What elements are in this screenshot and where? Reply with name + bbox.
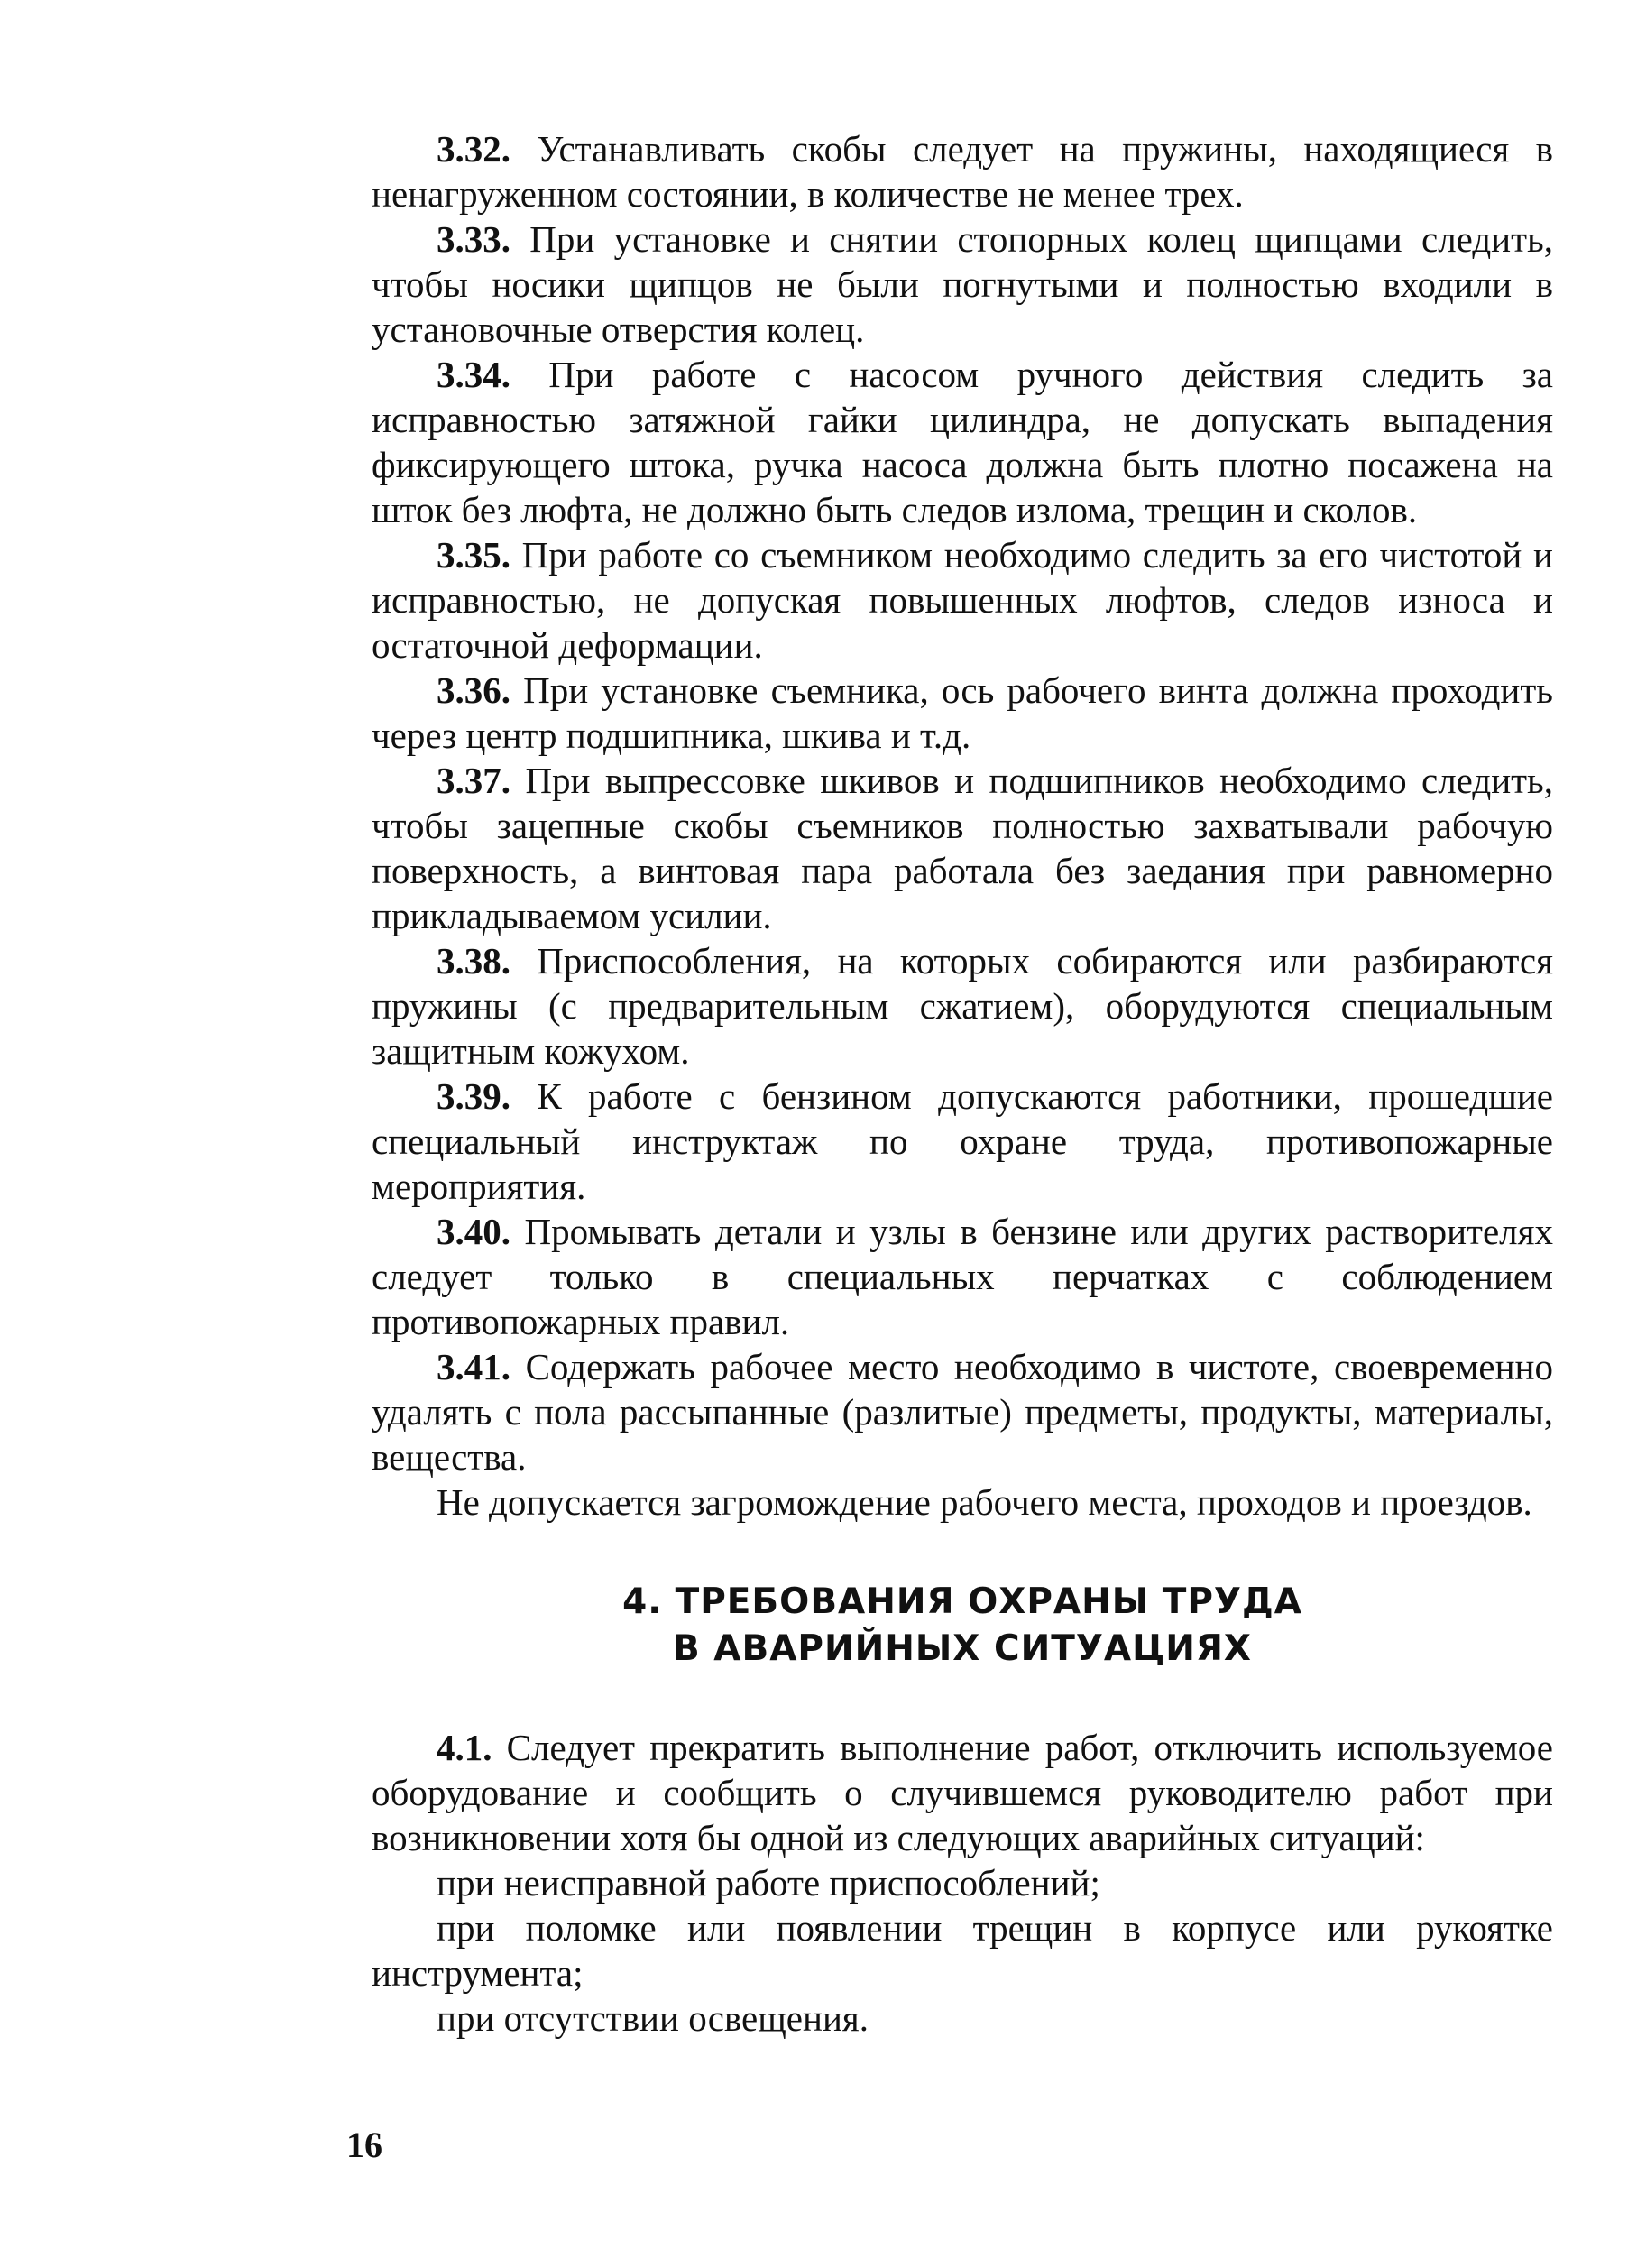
paragraph-text: При работе с насосом ручного действия следить за исправностью затяжной гайки цилиндра, не допускать выпадения фиксирующего штока, ручка насоса должна быть плотно посажена на шток без люфта, не должно быть следов излома, трещин и сколов.: [372, 354, 1553, 530]
list-item: при неисправной работе приспособлений;: [437, 1862, 1100, 1904]
paragraph-number: 3.41.: [437, 1346, 510, 1388]
paragraph-number: 3.39.: [437, 1075, 510, 1117]
paragraph-4-1: [372, 1725, 1553, 1860]
paragraph-text: При выпрессовке шкивов и подшипников необходимо следить, чтобы зацепные скобы съемников полностью захватывали рабочую поверхность, а винтовая пара работала без заедания при равномерно прикладываемом усилии.: [372, 760, 1553, 936]
paragraph-text: Не допускается загромождение рабочего места, проходов и проездов.: [437, 1481, 1532, 1523]
paragraph-number: 3.33.: [437, 218, 510, 260]
paragraph-text: Устанавливать скобы следует на пружины, находящиеся в ненагруженном состоянии, в количестве не менее трех.: [372, 128, 1553, 215]
paragraph-text: Содержать рабочее место необходимо в чистоте, своевременно удалять с пола рассыпанные (разлитые) предметы, продукты, материалы, вещества.: [372, 1346, 1553, 1478]
paragraph-text: При установке и снятии стопорных колец щипцами следить, чтобы носики щипцов не были погнутыми и полностью входили в установочные отверстия колец.: [372, 218, 1553, 350]
paragraph-number: 3.38.: [437, 940, 510, 982]
paragraph-text: К работе с бензином допускаются работники, прошедшие специальный инструктаж по охране труда, противопожарные мероприятия.: [372, 1075, 1553, 1207]
paragraph-text: Следует прекратить выполнение работ, отключить используемое оборудование и сообщить о случившемся руководителю работ при возникновении хотя бы одной из следующих аварийных ситуаций:: [372, 1727, 1553, 1858]
paragraph-text: Приспособления, на которых собираются или разбираются пружины (с предварительным сжатием), оборудуются специальным защитным кожухом.: [372, 940, 1553, 1072]
paragraph-3-38: [372, 938, 1553, 1074]
paragraph-text: При работе со съемником необходимо следить за его чистотой и исправностью, не допуская повышенных люфтов, следов износа и остаточной деформации.: [372, 534, 1553, 666]
paragraph-number: 3.36.: [437, 669, 510, 711]
paragraph-clutter-note: [372, 1480, 1553, 1525]
paragraph-text: Промывать детали и узлы в бензине или других растворителях следует только в специальных перчатках с соблюдением противопожарных правил.: [372, 1211, 1553, 1342]
paragraph-number: 3.34.: [437, 354, 510, 395]
paragraph-number: 3.37.: [437, 760, 510, 801]
paragraph-3-34: [372, 352, 1553, 532]
paragraph-number: 4.1.: [437, 1727, 492, 1768]
paragraph-number: 3.40.: [437, 1211, 510, 1252]
list-item: при отсутствии освещения.: [437, 1997, 869, 2039]
section-heading: [372, 1579, 1553, 1673]
paragraph-3-37: [372, 758, 1553, 938]
paragraph-3-32: [372, 126, 1553, 217]
paragraph-3-40: [372, 1209, 1553, 1344]
paragraph-3-35: [372, 532, 1553, 668]
paragraph-3-36: [372, 668, 1553, 758]
paragraph-number: 3.32.: [437, 128, 510, 170]
paragraph-text: При установке съемника, ось рабочего винта должна проходить через центр подшипника, шкива и т.д.: [372, 669, 1553, 756]
list-item: при поломке или появлении трещин в корпусе или рукоятке инструмента;: [372, 1907, 1553, 1994]
section-heading-line-1: 4. ТРЕБОВАНИЯ ОХРАНЫ ТРУДА: [622, 1581, 1302, 1622]
page-number: 16: [346, 2125, 382, 2165]
paragraph-3-33: [372, 217, 1553, 352]
paragraph-number: 3.35.: [437, 534, 510, 576]
paragraph-3-39: [372, 1074, 1553, 1209]
section-heading-line-2: В АВАРИЙНЫХ СИТУАЦИЯХ: [673, 1628, 1252, 1669]
document-page: [372, 126, 1553, 2041]
paragraph-3-41: [372, 1344, 1553, 1480]
